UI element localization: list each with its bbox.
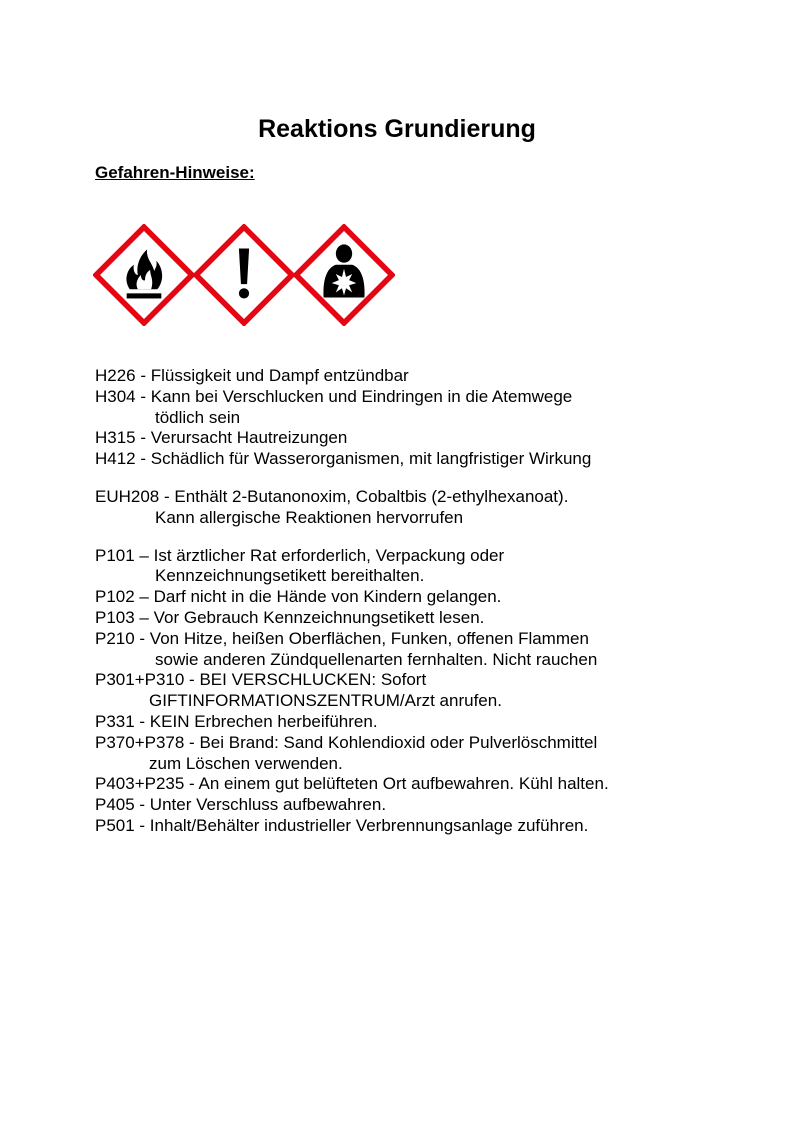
h-statement-h412: H412 - Schädlich für Wasserorganismen, mit langfristiger Wirkung (95, 449, 592, 469)
flame-icon (93, 224, 195, 326)
euh-statement-euh208: EUH208 - Enthält 2-Butanonoxim, Cobaltbis (2-ethylhexanoat). Kann allergische Reaktionen hervorrufen (95, 486, 569, 527)
p-statement-p210: P210 - Von Hitze, heißen Oberflächen, Funken, offenen Flammen sowie anderen Zündquellenarten fernhalten. Nicht rauchen (95, 628, 598, 669)
p-statement-p331: P331 - KEIN Erbrechen herbeiführen. (95, 711, 378, 731)
p-statement-p103: P103 – Vor Gebrauch Kennzeichnungsetikett lesen. (95, 607, 485, 627)
p-statement-p102: P102 – Darf nicht in die Hände von Kindern gelangen. (95, 587, 502, 607)
health-hazard-icon (293, 224, 395, 326)
h-statement-h304: H304 - Kann bei Verschlucken und Eindringen in die Atemwege tödlich sein (95, 386, 573, 427)
p-statement-p101: P101 – Ist ärztlicher Rat erforderlich, Verpackung oder Kennzeichnungsetikett bereithalten. (95, 545, 505, 586)
p-statement-p405: P405 - Unter Verschluss aufbewahren. (95, 795, 387, 815)
section-heading: Gefahren-Hinweise: (95, 163, 255, 182)
exclamation-mark-icon (193, 224, 295, 326)
h-statement-h315: H315 - Verursacht Hautreizungen (95, 428, 348, 448)
hazard-statements (95, 366, 755, 837)
document-title: Reaktions Grundierung (258, 115, 536, 143)
p-statement-p403-p235: P403+P235 - An einem gut belüfteten Ort aufbewahren. Kühl halten. (95, 774, 609, 794)
h-statement-h226: H226 - Flüssigkeit und Dampf entzündbar (95, 366, 409, 385)
p-statement-p501: P501 - Inhalt/Behälter industrieller Verbrennungsanlage zuführen. (95, 815, 589, 835)
p-statement-p301-p310: P301+P310 - BEI VERSCHLUCKEN: Sofort GIFTINFORMATIONSZENTRUM/Arzt anrufen. (95, 670, 502, 711)
p-statement-p370-p378: P370+P378 - Bei Brand: Sand Kohlendioxid oder Pulverlöschmittel zum Löschen verwenden. (95, 732, 598, 773)
